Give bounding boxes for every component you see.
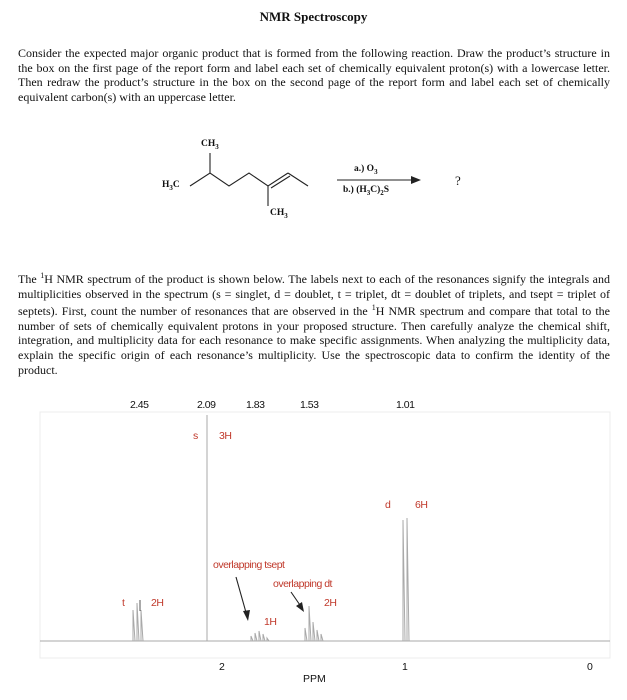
peak-tsept — [249, 631, 269, 641]
axis-label: PPM — [303, 673, 326, 685]
axis-tick-label: 2 — [219, 661, 225, 673]
tsept-label: overlapping tsept — [213, 559, 285, 571]
triplet-integral: 2H — [151, 597, 164, 609]
doublet-integral: 6H — [415, 499, 428, 511]
arrowhead-icon — [243, 610, 250, 621]
reagent-a: a.) $O_3$ — [354, 164, 378, 176]
shift-label: 1.01 — [396, 399, 415, 411]
peak-triplet — [131, 603, 143, 641]
dt-label: overlapping dt — [273, 578, 332, 590]
peak-doublet — [401, 518, 409, 641]
reagent-b: b.) $(H_3C)_2S$ — [343, 185, 390, 197]
axis-tick-label: 1 — [402, 661, 408, 673]
shift-label: 2.45 — [130, 399, 149, 411]
spectrum-instructions-paragraph: The $^1$H NMR spectrum of the product is shown below. The labels next to each of the resonances signify the integrals and multiplicities observed in the spectrum (s = singlet, d = doublet, t = triplet, dt = doublet of triplets, and tsept = triplet of septets). First, count the number of resonances that are observed in the $^1$H NMR spectrum and compare that total to the number of sets of chemically equivalent protons in your proposed structure. Then carefully analyze the chemical shift, integration, and multiplicity data for each resonance to make specific assignments. When analyzing the multiplicity data, explain the specific origin of each resonance’s multiplicity. Use the spectroscopic data to confirm the identity of the product. — [18, 271, 611, 377]
spectrum-frame — [40, 412, 610, 658]
shift-label: 1.83 — [246, 399, 265, 411]
dt-integral: 2H — [324, 597, 337, 609]
tsept-integral: 1H — [264, 616, 277, 628]
shift-label: 1.53 — [300, 399, 319, 411]
doublet-label: d — [385, 499, 391, 511]
shift-label: 2.09 — [197, 399, 216, 411]
peak-dt — [303, 606, 323, 641]
triplet-label: t — [122, 597, 125, 609]
bottom-methyl-label: $CH_3$ — [270, 208, 288, 220]
axis-tick-label: 0 — [587, 661, 593, 673]
page-title: NMR Spectroscopy — [259, 9, 368, 24]
arrowhead-icon — [296, 602, 304, 612]
product-unknown: ? — [455, 173, 461, 188]
singlet-integral: 3H — [219, 430, 232, 442]
instructions-paragraph: Consider the expected major organic product that is formed from the following reaction. Draw the product’s structure in the box on the first page of the report form and label each set of chemically equivalent proton(s) with a lowercase letter. Then redraw the product’s structure in the box on the second page of the report form and label each set of chemically equivalent carbon(s) with an uppercase letter. — [18, 46, 610, 104]
top-methyl-label: $CH_3$ — [201, 139, 219, 151]
singlet-label: s — [193, 430, 198, 442]
left-methyl-label: $H_3C$ — [162, 180, 180, 192]
